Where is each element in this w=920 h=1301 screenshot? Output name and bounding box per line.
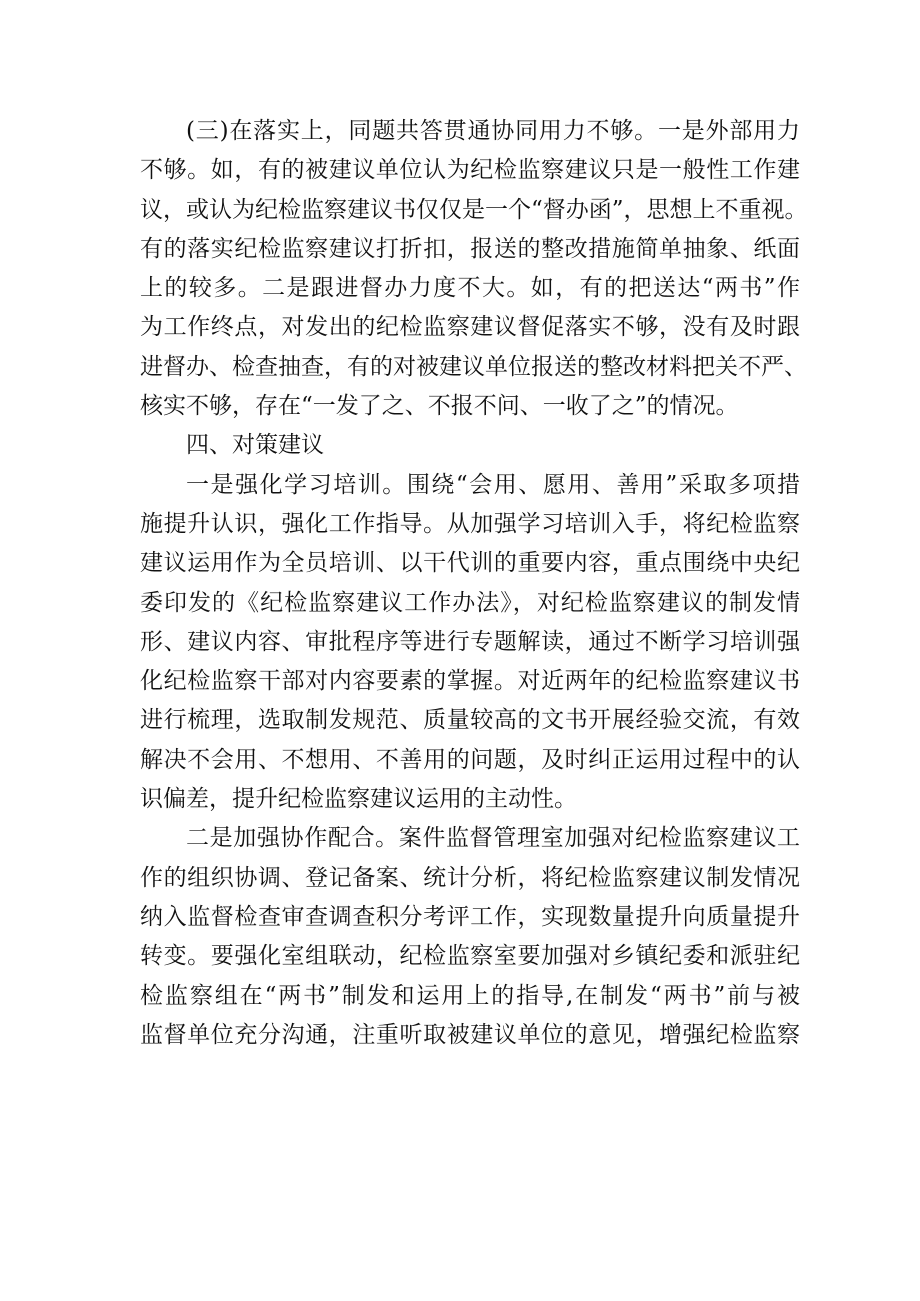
paragraph-line: 一是强化学习培训。围绕“会用、愿用、善用”采取多项措 (186, 471, 800, 498)
paragraph-line: 委印发的《纪检监察建议工作办法》，对纪检监察建议的制发情 (140, 589, 800, 616)
paragraph-line: 议，或认为纪检监察建议书仅仅是一个“督办函”，思想上不重视。 (140, 196, 808, 223)
paragraph-line: 建议运用作为全员培训、以干代训的重要内容，重点围绕中央纪 (140, 550, 800, 577)
paragraph-line: 核实不够，存在“一发了之、不报不问、一收了之”的情况。 (140, 393, 739, 420)
paragraph-line: 为工作终点，对发出的纪检监察建议督促落实不够，没有及时跟 (140, 314, 800, 341)
paragraph-line: 进督办、检查抽查，有的对被建议单位报送的整改材料把关不严、 (140, 353, 807, 380)
paragraph-line: (三)在落实上，同题共答贯通协同用力不够。一是外部用力 (186, 118, 800, 144)
paragraph-line: 形、建议内容、审批程序等进行专题解读，通过不断学习培训强 (140, 628, 800, 655)
paragraph-line: 不够。如，有的被建议单位认为纪检监察建议只是一般性工作建 (140, 157, 800, 184)
paragraph-line: 检监察组在“两书”制发和运用上的指导,在制发“两书”前与被 (140, 982, 800, 1009)
paragraph-line: 施提升认识，强化工作指导。从加强学习培训入手，将纪检监察 (140, 510, 800, 537)
paragraph-line: 纳入监督检查审查调查积分考评工作，实现数量提升向质量提升 (140, 903, 800, 930)
paragraph-line: 转变。要强化室组联动，纪检监察室要加强对乡镇纪委和派驻纪 (140, 943, 800, 970)
paragraph-line: 二是加强协作配合。案件监督管理室加强对纪检监察建议工 (186, 825, 800, 852)
paragraph-line: 识偏差，提升纪检监察建议运用的主动性。 (140, 786, 577, 813)
paragraph-line: 作的组织协调、登记备案、统计分析，将纪检监察建议制发情况 (140, 864, 800, 891)
paragraph-line: 化纪检监察干部对内容要素的掌握。对近两年的纪检监察建议书 (140, 668, 800, 695)
section-heading: 四、对策建议 (186, 432, 324, 459)
paragraph-line: 有的落实纪检监察建议打折扣，报送的整改措施简单抽象、纸面 (140, 235, 800, 262)
paragraph-line: 解决不会用、不想用、不善用的问题，及时纠正运用过程中的认 (140, 746, 800, 773)
paragraph-line: 进行梳理，选取制发规范、质量较高的文书开展经验交流，有效 (140, 707, 800, 734)
paragraph-line: 上的较多。二是跟进督办力度不大。如，有的把送达“两书”作 (140, 275, 800, 302)
document-body (140, 112, 808, 1055)
paragraph-line: 监督单位充分沟通，注重听取被建议单位的意见，增强纪检监察 (140, 1021, 800, 1048)
